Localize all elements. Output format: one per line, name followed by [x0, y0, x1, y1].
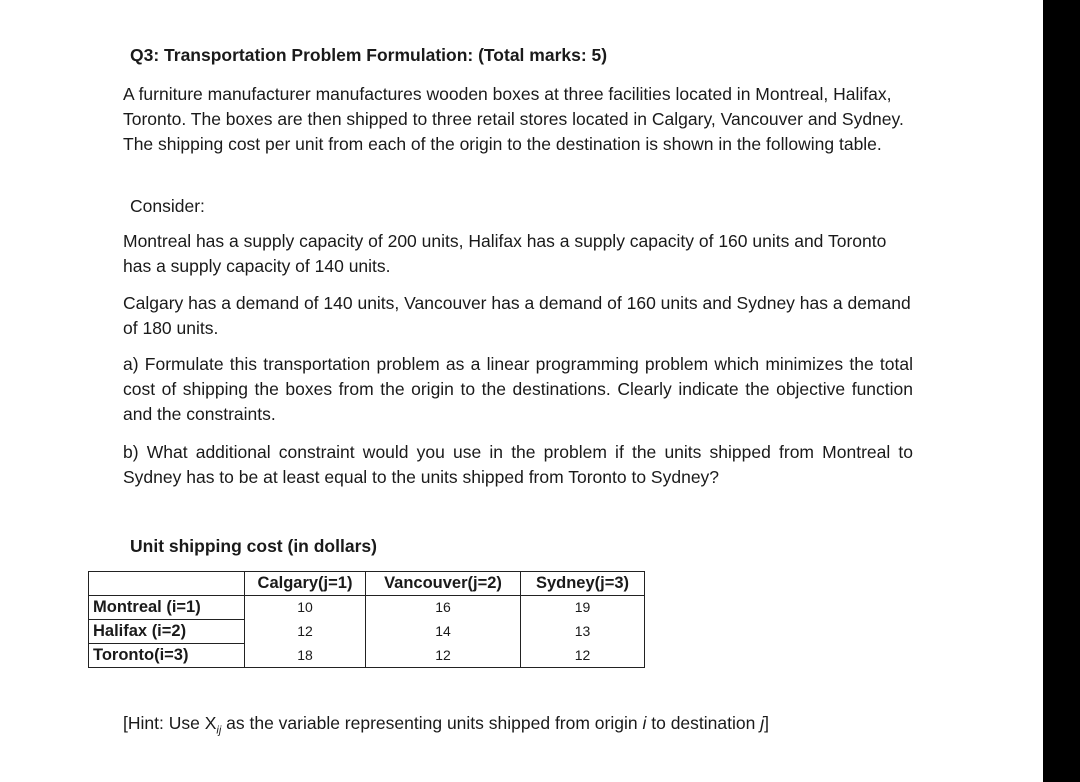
cost-cell: 12 [366, 644, 521, 668]
cost-cell: 10 [245, 596, 366, 620]
table-row [89, 644, 645, 668]
column-header-calgary: Calgary(j=1) [245, 572, 366, 596]
cost-cell: 19 [521, 596, 645, 620]
cost-cell: 12 [521, 644, 645, 668]
right-edge-bar [1043, 0, 1080, 782]
table-header-row [89, 572, 645, 596]
cost-cell: 14 [366, 620, 521, 644]
part-a-question: a) Formulate this transportation problem as a linear programming problem which minimizes the total cost of shipping the boxes from the origin to the destinations. Clearly indicate the objective function and the constraints. [123, 354, 913, 424]
row-label-toronto: Toronto(i=3) [89, 644, 245, 668]
hint-destination-var: j [760, 713, 765, 733]
part-b-question: b) What additional constraint would you use in the problem if the units shipped from Montreal to Sydney has to be at least equal to the units shipped from Toronto to Sydney? [123, 442, 913, 487]
column-header-sydney: Sydney(j=3) [521, 572, 645, 596]
row-label-halifax: Halifax (i=2) [89, 620, 245, 644]
table-row [89, 596, 645, 620]
cost-cell: 12 [245, 620, 366, 644]
hint-close: ] [764, 713, 769, 733]
hint-open: [Hint: Use X [123, 713, 217, 733]
hint-subscript: ij [216, 724, 222, 737]
column-header-vancouver: Vancouver(j=2) [366, 572, 521, 596]
demand-paragraph: Calgary has a demand of 140 units, Vancouver has a demand of 160 units and Sydney has a demand of 180 units. [123, 293, 911, 338]
hint-origin-var: i [642, 713, 647, 733]
hint-text [123, 713, 769, 737]
row-label-montreal: Montreal (i=1) [89, 596, 245, 620]
table-corner-cell [89, 572, 245, 596]
hint-mid: as the variable representing units shipped from origin [221, 713, 643, 733]
supply-paragraph: Montreal has a supply capacity of 200 units, Halifax has a supply capacity of 160 units and Toronto has a supply capacity of 140 units. [123, 231, 887, 276]
cost-cell: 16 [366, 596, 521, 620]
table-caption: Unit shipping cost (in dollars) [130, 536, 377, 556]
cost-cell: 13 [521, 620, 645, 644]
shipping-cost-table [88, 571, 645, 668]
intro-paragraph: A furniture manufacturer manufactures wooden boxes at three facilities located in Montreal, Halifax, Toronto. The boxes are then shipped to three retail stores located in Calgary, Vancouver and Sydney. The shipping cost per unit from each of the origin to the destination is shown in the following table. [123, 84, 904, 154]
consider-label: Consider: [130, 196, 205, 216]
question-title: Q3: Transportation Problem Formulation: (Total marks: 5) [130, 45, 608, 65]
hint-to: to destination [646, 713, 761, 733]
table-row [89, 620, 645, 644]
cost-cell: 18 [245, 644, 366, 668]
